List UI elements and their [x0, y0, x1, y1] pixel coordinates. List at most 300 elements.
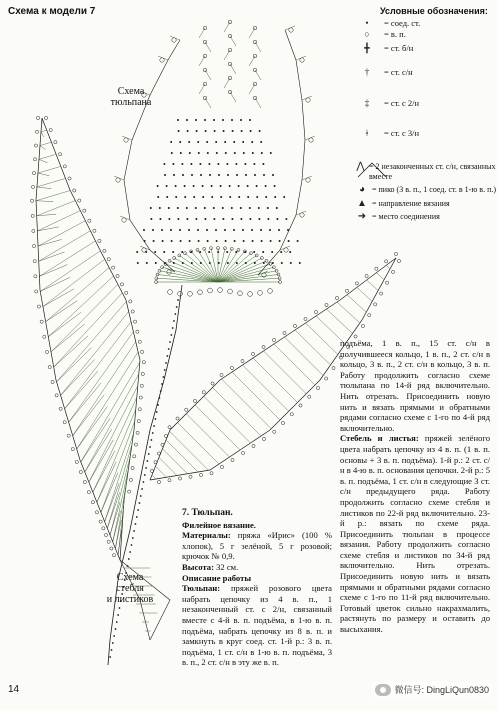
- stitch-dot: [252, 152, 254, 154]
- chain-mark: [98, 239, 101, 242]
- chain-mark: [281, 421, 284, 424]
- stitch-dot: [180, 240, 182, 242]
- stitch-dot: [204, 207, 206, 209]
- diagram-stroke: [170, 36, 180, 40]
- chain-mark: [104, 533, 107, 536]
- stitch-dot: [217, 251, 219, 253]
- stitch-dot: [270, 240, 272, 242]
- chain-mark: [107, 258, 110, 261]
- chain-mark: [87, 491, 90, 494]
- stitch-dot: [190, 163, 192, 165]
- legend-item: ‡ = ст. с 2/н: [350, 88, 496, 118]
- stitch-dot: [276, 207, 278, 209]
- stitch-dot: [202, 196, 204, 198]
- chain-mark: [45, 350, 48, 353]
- stitch-dot: [150, 207, 152, 209]
- chain-mark: [140, 350, 143, 353]
- stitch-dot: [175, 196, 177, 198]
- chain-mark: [202, 391, 205, 394]
- chain-mark: [95, 511, 98, 514]
- diagram-stroke: [38, 173, 49, 176]
- chain-mark: [314, 310, 317, 313]
- chain-mark: [63, 165, 66, 168]
- diagram-stroke: [296, 211, 306, 215]
- chain-mark: [299, 404, 302, 407]
- diagram-stroke: [159, 458, 177, 476]
- stitch-dot: [173, 262, 175, 264]
- chain-mark: [112, 554, 115, 557]
- stitch-dot: [236, 174, 238, 176]
- stitch-dot: [224, 229, 226, 231]
- chain-mark: [93, 229, 96, 232]
- stitch-dot: [198, 240, 200, 242]
- stitch-dot: [193, 196, 195, 198]
- stitch-dot: [240, 207, 242, 209]
- diagram-stroke: [174, 258, 218, 282]
- diagram-stroke: [40, 146, 46, 150]
- diagram-stroke: [163, 449, 188, 474]
- diagram-stroke: [232, 372, 280, 420]
- diagram-stroke: [39, 265, 67, 277]
- stitch-dot: [158, 397, 160, 399]
- stitch-dot: [157, 196, 159, 198]
- diagram-stroke: [39, 159, 48, 162]
- diagram-stroke: [48, 312, 81, 336]
- stitch-dot: [162, 376, 164, 378]
- chain-mark: [134, 443, 137, 446]
- chain-mark: [36, 116, 39, 119]
- stitch-dot: [143, 229, 145, 231]
- diagram-stroke: [37, 227, 58, 231]
- stitch-dot: [113, 635, 115, 637]
- stitch-dot: [267, 207, 269, 209]
- stitch-dot: [226, 251, 228, 253]
- work-heading: Описание работы: [182, 572, 252, 583]
- diagram-stroke: [39, 154, 56, 159]
- diagram-stroke: [347, 295, 366, 313]
- diagram-stroke: [65, 322, 131, 409]
- diagram-stroke: [73, 395, 105, 436]
- stitch-dot: [115, 628, 117, 630]
- chain-mark: [332, 366, 335, 369]
- stitch-dot: [112, 642, 114, 644]
- chain-mark: [268, 289, 273, 294]
- chain-mark: [32, 229, 35, 232]
- diagram-stroke: [120, 216, 130, 220]
- chain-mark: [88, 219, 91, 222]
- stitch-dot: [267, 218, 269, 220]
- diagram-stroke: [41, 132, 44, 137]
- chain-mark: [241, 451, 244, 454]
- stitch-dot: [297, 240, 299, 242]
- diagram-stroke: [376, 273, 384, 280]
- diagram-stroke: [195, 405, 240, 450]
- chain-mark: [262, 437, 265, 440]
- stitch-dot: [229, 196, 231, 198]
- stitch-dot: [235, 163, 237, 165]
- diagram-stroke: [43, 259, 105, 306]
- stitch-dot: [170, 334, 172, 336]
- diagram-stroke: [107, 445, 132, 529]
- stitch-dot: [233, 141, 235, 143]
- stitch-dot: [187, 130, 189, 132]
- diagram-stroke: [37, 178, 66, 186]
- diagram-stroke: [152, 475, 156, 479]
- stitch-dot: [157, 404, 159, 406]
- diagram-stroke: [258, 30, 305, 275]
- stitch-dot: [186, 218, 188, 220]
- stitch-dot: [177, 207, 179, 209]
- stitch-dot: [263, 174, 265, 176]
- stitch-dot: [261, 240, 263, 242]
- technique: Филейное вязание.: [182, 519, 256, 530]
- stitch-dot: [299, 262, 301, 264]
- stitch-dot: [240, 119, 242, 121]
- stitch-dot: [213, 207, 215, 209]
- chain-mark: [128, 490, 131, 493]
- stitch-dot: [244, 163, 246, 165]
- stem-scheme-label: Схема стебля и листиков: [106, 572, 154, 605]
- stitch-dot: [231, 119, 233, 121]
- chain-mark: [385, 260, 388, 263]
- stitch-dot: [211, 185, 213, 187]
- legend: [350, 6, 496, 148]
- stitch-dot: [200, 174, 202, 176]
- stitch-dot: [163, 163, 165, 165]
- stitch-dot: [278, 229, 280, 231]
- diagram-stroke: [38, 166, 61, 173]
- chain-mark: [73, 189, 76, 192]
- stitch-dot: [281, 262, 283, 264]
- stitch-dot: [154, 418, 156, 420]
- diagram-stroke: [89, 386, 138, 482]
- chain-mark: [154, 461, 157, 464]
- diagram-stroke: [39, 231, 91, 261]
- stitch-dot: [135, 523, 137, 525]
- stitch-dot: [213, 218, 215, 220]
- stitch-dot: [217, 163, 219, 165]
- chain-mark: [32, 244, 35, 247]
- diagram-stroke: [305, 136, 315, 140]
- diagram-stroke: [105, 483, 119, 521]
- stitch-dot: [164, 174, 166, 176]
- chain-mark: [161, 443, 164, 446]
- stitch-dot: [186, 119, 188, 121]
- chain-mark: [308, 395, 311, 398]
- chain-mark: [368, 314, 371, 317]
- diagram-stroke: [285, 337, 324, 376]
- stitch-dot: [250, 130, 252, 132]
- diagram-stroke: [218, 258, 262, 282]
- chain-mark: [67, 434, 70, 437]
- diagram-stroke: [166, 440, 198, 472]
- diagram-stroke: [37, 187, 51, 189]
- stitch-dot: [199, 251, 201, 253]
- stitch-dot: [175, 185, 177, 187]
- chain-mark: [32, 172, 35, 175]
- chain-mark: [218, 288, 223, 293]
- chain-mark: [91, 501, 94, 504]
- stitch-dot: [111, 649, 113, 651]
- diagram-stroke: [77, 352, 138, 449]
- paragraph: подъёма, 1 в. п., 15 ст. с/н в получившееся кольцо, 1 в. п., 2 ст. с/н в кольцо, 3 в. п., 2 ст. с/н в кольцо, 3 в. п. Работу продолжить согласно схеме тюльпана по 14-й ряд включительно. Нить отрезать. Присоединить новую нить и вязать прямыми и обратными рядами согласно схеме с 1-го по 4-й ряд включительно.: [340, 338, 490, 433]
- stitch-dot: [241, 130, 243, 132]
- stitch-dot: [171, 240, 173, 242]
- stitch-dot: [160, 390, 162, 392]
- chain-mark: [34, 275, 37, 278]
- stitch-dot: [195, 218, 197, 220]
- chain-mark: [136, 330, 139, 333]
- diagram-stroke: [61, 359, 95, 395]
- chain-mark: [230, 366, 233, 369]
- stitch-dot: [137, 262, 139, 264]
- stitch-dot: [161, 383, 163, 385]
- legend-extra: [352, 162, 498, 226]
- stitch-dot: [214, 130, 216, 132]
- stitch-dot: [188, 229, 190, 231]
- page-title: Схема к модели 7: [8, 6, 96, 17]
- stitch-dot: [274, 196, 276, 198]
- stitch-dot: [251, 229, 253, 231]
- diagram-stroke: [302, 176, 312, 180]
- diagram-stroke: [65, 371, 98, 409]
- stitch-dot: [109, 656, 111, 658]
- stitch-dot: [226, 163, 228, 165]
- stitch-dot: [182, 174, 184, 176]
- stitch-dot: [227, 262, 229, 264]
- chain-mark: [51, 380, 54, 383]
- chain-mark: [220, 465, 223, 468]
- chain-mark: [33, 158, 36, 161]
- chain-mark: [164, 434, 167, 437]
- chain-mark: [375, 267, 378, 270]
- diagram-stroke: [296, 56, 306, 60]
- chain-mark: [131, 466, 134, 469]
- diagram-stroke: [36, 118, 120, 560]
- stitch-dot: [215, 141, 217, 143]
- stitch-dot: [231, 218, 233, 220]
- stitch-dot: [216, 240, 218, 242]
- stitch-dot: [245, 174, 247, 176]
- chain-mark: [251, 352, 254, 355]
- diagram-stroke: [158, 56, 168, 60]
- chain-mark: [99, 520, 102, 523]
- legend-item: ǂ = ст. с 3/н: [350, 119, 496, 147]
- stitch-dot: [157, 185, 159, 187]
- stitch-dot: [249, 119, 251, 121]
- stitch-dot: [247, 185, 249, 187]
- stitch-dot: [140, 495, 142, 497]
- chain-mark: [120, 283, 123, 286]
- tulip-scheme-label: Схема тюльпана: [110, 86, 152, 108]
- stitch-dot: [229, 185, 231, 187]
- diagram-stroke: [285, 26, 295, 30]
- stitch-dot: [182, 262, 184, 264]
- chain-mark: [176, 417, 179, 420]
- chain-mark: [397, 259, 400, 262]
- diagram-stroke: [156, 466, 167, 477]
- stitch-dot: [279, 240, 281, 242]
- stitch-dot: [209, 262, 211, 264]
- chain-mark: [304, 317, 307, 320]
- stitch-dot: [243, 152, 245, 154]
- chain-mark: [386, 281, 389, 284]
- stitch-dot: [238, 185, 240, 187]
- chain-mark: [68, 177, 71, 180]
- stitch-dot: [224, 141, 226, 143]
- legend-item: ⋀ = 2 незаконченных ст. с/н, связанных вместе: [352, 162, 498, 181]
- stitch-dot: [289, 251, 291, 253]
- stitch-dot: [197, 229, 199, 231]
- diagram-stroke: [57, 348, 92, 382]
- stitch-dot: [163, 251, 165, 253]
- legend-item: ◕ = пико (3 в. п., 1 соед. ст. в 1-ю в. п.): [352, 185, 498, 195]
- diagram-stroke: [357, 287, 372, 301]
- legend-item: ○ = в. п.: [350, 29, 496, 39]
- stitch-dot: [145, 467, 147, 469]
- stitch-dot: [178, 130, 180, 132]
- diagram-stroke: [38, 239, 62, 246]
- wechat-icon: [375, 684, 391, 696]
- chain-mark: [34, 144, 37, 147]
- stitch-dot: [186, 207, 188, 209]
- diagram-stroke: [39, 241, 95, 276]
- diagram-stroke: [170, 431, 209, 470]
- diagram-stroke: [40, 142, 51, 145]
- diagram-stroke: [186, 414, 229, 457]
- stitch-dot: [173, 320, 175, 322]
- stitch-dot: [232, 130, 234, 132]
- chain-mark: [136, 431, 139, 434]
- stitch-dot: [280, 251, 282, 253]
- chain-mark: [103, 249, 106, 252]
- stitch-dot: [184, 196, 186, 198]
- diagram-stroke: [302, 96, 312, 100]
- stitch-dot: [174, 313, 176, 315]
- stitch-dot: [143, 481, 145, 483]
- stitch-dot: [180, 152, 182, 154]
- chain-mark: [157, 452, 160, 455]
- stitch-dot: [166, 355, 168, 357]
- page-number: 14: [8, 684, 20, 695]
- stitch-dot: [234, 152, 236, 154]
- diagram-stroke: [93, 398, 137, 493]
- stitch-dot: [265, 196, 267, 198]
- instructions-right-column: [340, 338, 490, 635]
- chain-mark: [75, 460, 78, 463]
- chain-mark: [140, 384, 143, 387]
- stitch-dot: [260, 229, 262, 231]
- stitch-dot: [262, 251, 264, 253]
- stitch-dot: [274, 185, 276, 187]
- stitch-dot: [139, 502, 141, 504]
- paragraph: Стебель и листья: пряжей зелёного цвета набрать цепочку из 4 в. п. (1 в. п. основы + 3 в. п. подъёма). 1-й р.: 2 ст. с/н в 4-ю в. п. основания цепочки. 2-й р.: 5 в. п. подъёма, 1 ст. с/н в следующие 3 ст. с/н предыдущего ряда. Работу продолжить согласно схеме стебля и листиков по 22-й ряд включительно. 23-й р.: вязать по схеме ряда. Присоединить тюльпан в процессе вязания. Работу продолжить согласно схеме стебля и листиков по 34-й ряд включительно. Нить отрезать. Присоединить новую нить и вязать прямыми и обратными рядами согласно схеме с 1-го по 11-й ряд включительно. Готовый цветок сильно накрахмалить, растянуть по размеру и оставить до высыхания.: [340, 433, 490, 635]
- chain-mark: [142, 361, 145, 364]
- chain-symbol-icon: ○: [364, 29, 370, 39]
- chain-mark: [248, 292, 253, 297]
- stitch-dot: [181, 251, 183, 253]
- stitch-dot: [155, 262, 157, 264]
- chain-mark: [211, 382, 214, 385]
- chain-mark: [37, 305, 40, 308]
- chain-mark: [228, 289, 233, 294]
- chain-mark: [188, 291, 193, 296]
- stitch-dot: [117, 614, 119, 616]
- diagram-stroke: [213, 388, 262, 437]
- stitch-dot: [116, 621, 118, 623]
- chain-mark: [133, 320, 136, 323]
- chain-mark: [168, 426, 171, 429]
- stitch-dot: [218, 174, 220, 176]
- diagram-stroke: [122, 136, 132, 140]
- chain-mark: [40, 320, 43, 323]
- tulip-instructions: Тюльпан: пряжей розового цвета набрать цепочку из 4 в. п., 1 незаконченный ст. с 2/н, связанный вместе с 4-й в. п. подъёма, в 1-ю в. п. подъёма, набрать цепочку из 8 в. п. и замкнуть в круг соед. ст. 1-й р.: 3 в. п. подъёма, 1 ст. с/н в 1-ю в. п. подъёма, 3 в. п., 2 ст. с/н в эту же в. п.: [182, 583, 332, 668]
- stitch-dot: [154, 251, 156, 253]
- stitch-dot: [173, 174, 175, 176]
- diagram-stroke: [243, 365, 289, 411]
- stitch-dot: [137, 509, 139, 511]
- chain-mark: [168, 479, 171, 482]
- chain-mark: [129, 300, 132, 303]
- stitch-dot: [152, 229, 154, 231]
- legend-item: • = соед. ст.: [350, 18, 496, 28]
- stitch-dot: [129, 551, 131, 553]
- stitch-dot: [262, 163, 264, 165]
- chain-mark: [110, 547, 113, 550]
- stitch-dot: [256, 196, 258, 198]
- chain-mark: [107, 540, 110, 543]
- stitch-dot: [209, 174, 211, 176]
- diagram-stroke: [113, 511, 121, 542]
- chain-mark: [210, 472, 213, 475]
- legend-title: Условные обозначения:: [380, 6, 488, 16]
- stitch-dot: [164, 369, 166, 371]
- stitch-dot: [243, 240, 245, 242]
- chain-mark: [252, 444, 255, 447]
- diagram-stroke: [46, 268, 110, 322]
- diagram-stroke: [101, 421, 135, 512]
- stitch-dot: [265, 185, 267, 187]
- diagram-stroke: [337, 302, 360, 323]
- stitch-dot: [176, 306, 178, 308]
- stitch-dot: [172, 251, 174, 253]
- stitch-dot: [236, 262, 238, 264]
- stitch-dot: [188, 141, 190, 143]
- chain-mark: [31, 185, 34, 188]
- stitch-dot: [238, 196, 240, 198]
- stitch-dot: [204, 218, 206, 220]
- chain-mark: [137, 419, 140, 422]
- stitch-dot: [193, 185, 195, 187]
- stitch-dot: [156, 411, 158, 413]
- stitch-dot: [195, 119, 197, 121]
- chain-mark: [178, 477, 181, 480]
- chain-mark: [345, 289, 348, 292]
- stitch-dot: [197, 141, 199, 143]
- chain-mark: [125, 291, 128, 294]
- stitch-dot: [261, 152, 263, 154]
- stitch-dot: [223, 130, 225, 132]
- stitch-dot: [283, 196, 285, 198]
- chain-mark: [355, 282, 358, 285]
- diagram-stroke: [41, 130, 47, 132]
- diagram-stroke: [97, 462, 116, 502]
- chain-mark: [33, 260, 36, 263]
- chain-mark: [361, 324, 364, 327]
- chain-mark: [44, 116, 47, 119]
- chain-mark: [59, 407, 62, 410]
- chain-mark: [293, 324, 296, 327]
